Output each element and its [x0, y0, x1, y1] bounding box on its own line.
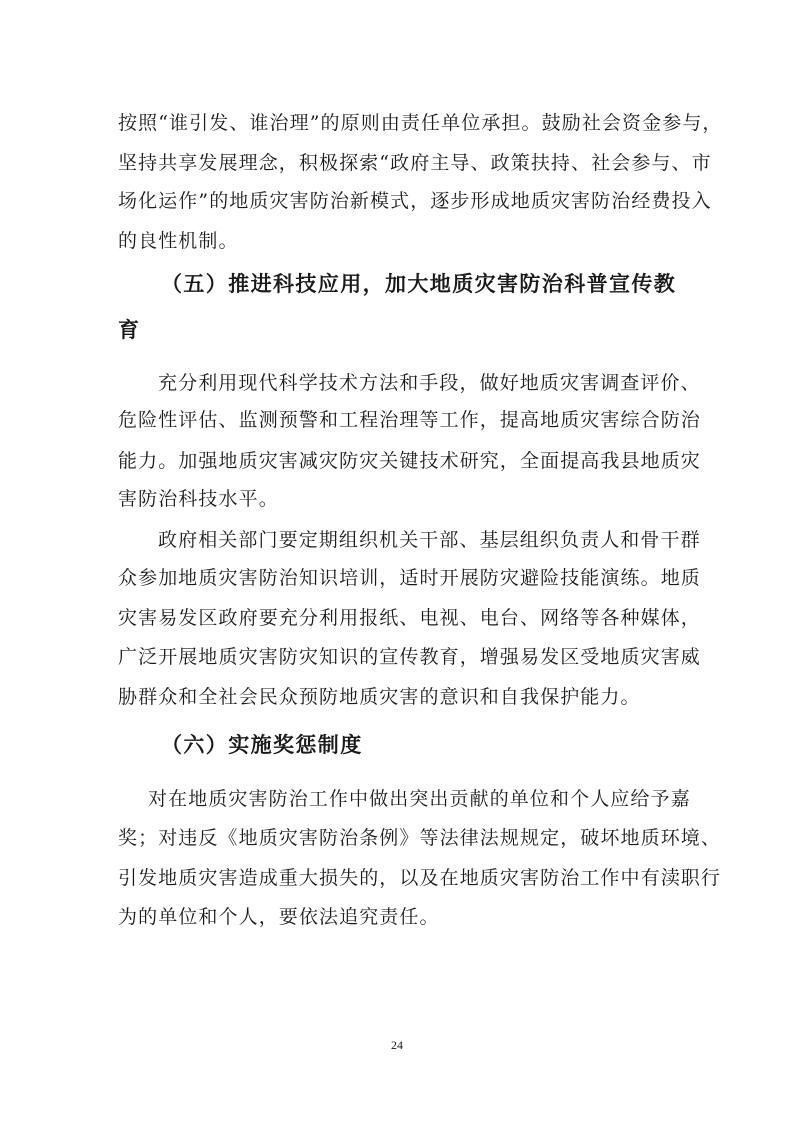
section5-paragraph1-line-2: 危险性评估、监测预警和工程治理等工作，提高地质灾害综合防治 — [118, 409, 701, 431]
paragraph-intro-line-3: 场化运作”的地质灾害防治新模式，逐步形成地质灾害防治经费投入 — [118, 190, 712, 212]
page-number: 24 — [391, 1038, 403, 1052]
paragraph-intro-line-2: 坚持共享发展理念，积极探索“政府主导、政策扶持、社会参与、市 — [118, 152, 712, 174]
section5-paragraph2-line-2: 众参加地质灾害防治知识培训，适时开展防灾避险技能演练。地质 — [118, 567, 701, 589]
section5-paragraph2-line-5: 胁群众和全社会民众预防地质灾害的意识和自我保护能力。 — [118, 686, 641, 708]
section5-paragraph1-line-4: 害防治科技水平。 — [118, 488, 279, 510]
section6-paragraph-line-2: 奖；对违反《地质灾害防治条例》等法律法规规定，破坏地质环境、 — [118, 827, 722, 849]
section5-heading-line-1: （五）推进科技应用，加大地质灾害防治科普宣传教 — [161, 272, 677, 296]
paragraph-intro-line-4: 的良性机制。 — [118, 230, 239, 252]
paragraph-intro-line-1: 按照“谁引发、谁治理”的原则由责任单位承担。鼓励社会资金参与， — [118, 112, 723, 134]
section5-paragraph1-line-1: 充分利用现代科学技术方法和手段，做好地质灾害调查评价、 — [158, 372, 701, 394]
section6-paragraph-line-4: 为的单位和个人，要依法追究责任。 — [118, 906, 440, 928]
section5-paragraph2-line-1: 政府相关部门要定期组织机关干部、基层组织负责人和骨干群 — [158, 529, 701, 551]
section5-paragraph2-line-4: 广泛开展地质灾害防灾知识的宣传教育，增强易发区受地质灾害威 — [118, 646, 701, 668]
section6-paragraph-line-3: 引发地质灾害造成重大损失的，以及在地质灾害防治工作中有渎职行 — [118, 867, 722, 889]
section6-heading: （六）实施奖惩制度 — [161, 733, 363, 757]
section6-paragraph-line-1: 对在地质灾害防治工作中做出突出贡献的单位和个人应给予嘉 — [148, 788, 691, 810]
section5-heading-line-2: 育 — [118, 318, 141, 342]
section5-paragraph1-line-3: 能力。加强地质灾害减灾防灾关键技术研究，全面提高我县地质灾 — [118, 450, 701, 472]
section5-paragraph2-line-3: 灾害易发区政府要充分利用报纸、电视、电台、网络等各种媒体， — [118, 607, 701, 629]
